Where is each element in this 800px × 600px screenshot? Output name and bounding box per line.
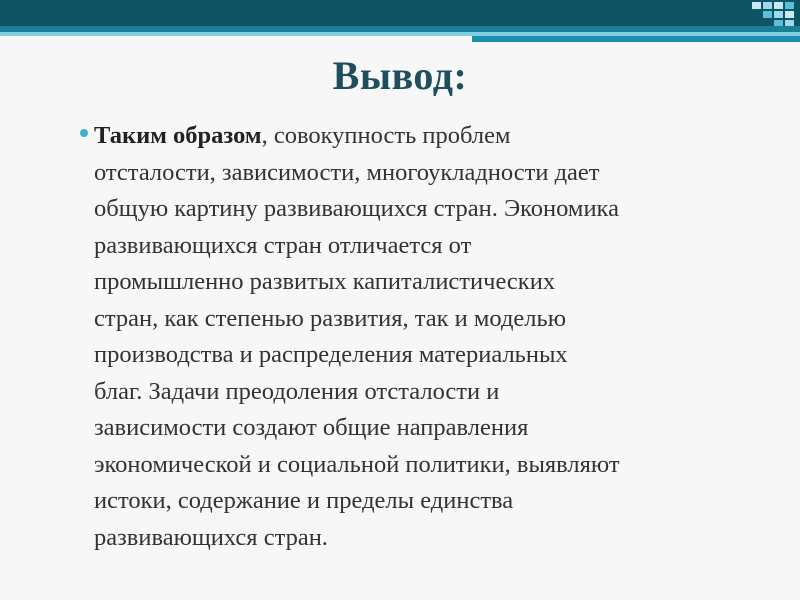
conclusion-paragraph	[94, 118, 770, 556]
top-decorative-band	[0, 0, 800, 42]
text-line: развивающихся стран.	[94, 523, 328, 551]
slide-body	[80, 118, 770, 556]
text-line: развивающихся стран отличается от	[94, 231, 472, 259]
text-line: стран, как степенью развития, так и моделью	[94, 304, 567, 332]
slide-title: Вывод:	[332, 53, 468, 98]
text-line: производства и распределения материальных	[94, 341, 568, 368]
bullet-icon	[80, 129, 88, 137]
header-band-graphic	[0, 0, 800, 42]
lead-phrase: Таким образом	[94, 122, 262, 149]
band-dark-stripe	[0, 0, 800, 26]
text-line: , совокупность проблем	[261, 122, 511, 149]
text-line: истоки, содержание и пределы единства	[94, 487, 514, 514]
text-line: благ. Задачи преодоления отсталости и	[94, 377, 500, 405]
text-line: зависимости создают общие направления	[94, 414, 529, 441]
text-line: экономической и социальной политики, выявляют	[94, 450, 620, 478]
band-light-stripe	[0, 32, 800, 36]
text-line: промышленно развитых капиталистических	[94, 268, 556, 295]
band-accent-bar	[472, 36, 800, 42]
text-line: общую картину развивающихся стран. Экономика	[94, 195, 619, 222]
text-line: отсталости, зависимости, многоукладности дает	[94, 158, 600, 186]
band-mid-stripe	[0, 26, 800, 32]
